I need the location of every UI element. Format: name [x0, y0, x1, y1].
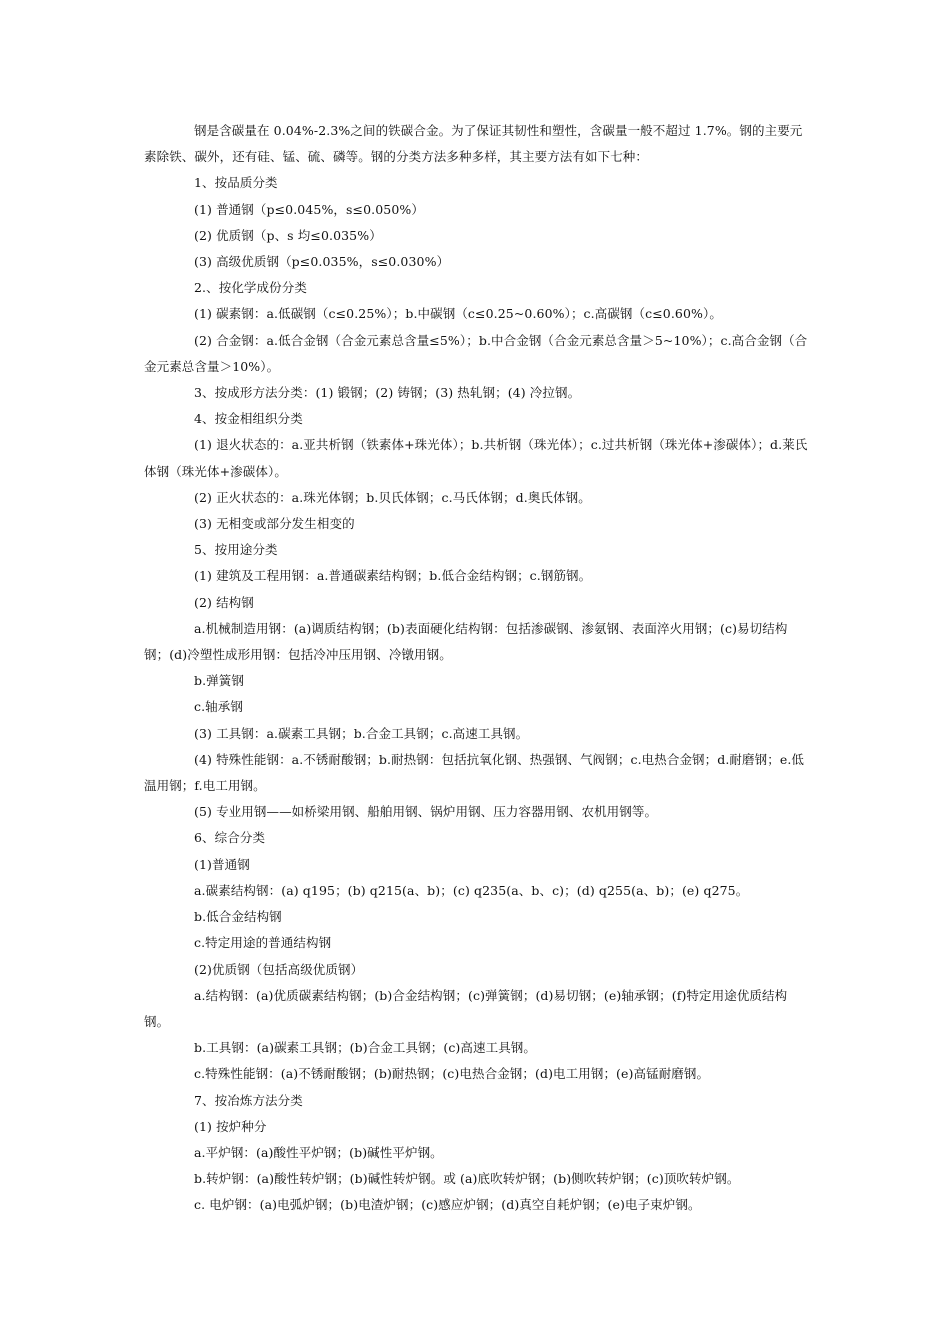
list-item: (2) 结构钢: [194, 594, 254, 610]
list-item: a.机械制造用钢：(a)调质结构钢；(b)表面硬化结构钢：包括渗碳钢、渗氨钢、表面淬火用钢；(c)易切结构钢；(d)冷塑性成形用钢：包括冷冲压用钢、冷镦用钢。: [144, 620, 788, 663]
list-item: (1) 退火状态的：a.亚共析钢（铁素体+珠光体）；b.共析钢（珠光体）；c.过共析钢（珠光体+渗碳体）；d.莱氏体钢（珠光体+渗碳体）。: [144, 437, 808, 479]
list-item: a.结构钢：(a)优质碳素结构钢；(b)合金结构钢；(c)弹簧钢；(d)易切钢；(e)轴承钢；(f)特定用途优质结构钢。: [144, 987, 788, 1029]
list-item: a.碳素结构钢：(a) q195；(b) q215(a、b)；(c) q235(a、b、c)；(d) q255(a、b)；(e) q275。: [194, 882, 749, 898]
list-item: (1) 建筑及工程用钢：a.普通碳素结构钢；b.低合金结构钢；c.钢筋钢。: [194, 568, 592, 584]
list-item: b.转炉钢：(a)酸性转炉钢；(b)碱性转炉钢。或 (a)底吹转炉钢；(b)侧吹转炉钢；(c)顶吹转炉钢。: [194, 1171, 740, 1187]
section-heading-usage: 5、按用途分类: [194, 542, 278, 558]
list-item: (2) 正火状态的：a.珠光体钢；b.贝氏体钢；c.马氏体钢；d.奥氏体钢。: [194, 489, 591, 505]
section-heading-forming: 3、按成形方法分类：(1) 锻钢；(2) 铸钢；(3) 热轧钢；(4) 冷拉钢。: [194, 385, 581, 401]
list-item: b.低合金结构钢: [194, 909, 282, 925]
list-item: (3) 高级优质钢（p≤0.035%，s≤0.030%）: [194, 254, 450, 270]
list-item: a.平炉钢：(a)酸性平炉钢；(b)碱性平炉钢。: [194, 1144, 443, 1160]
list-item: c.特定用途的普通结构钢: [194, 935, 332, 951]
section-heading-comprehensive: 6、综合分类: [194, 830, 266, 846]
intro-paragraph: 钢是含碳量在 0.04%-2.3%之间的铁碳合金。为了保证其韧性和塑性，含碳量一般不超过 1.7%。钢的主要元素除铁、碳外，还有硅、锰、硫、磷等。钢的分类方法多种多样，其主要方法有如下七种：: [144, 123, 803, 165]
section-heading-metallography: 4、按金相组织分类: [194, 411, 303, 427]
list-item: (2) 合金钢：a.低合金钢（合金元素总含量≤5%）；b.中合金钢（合金元素总含量＞5~10%）；c.高合金钢（合金元素总含量＞10%）。: [144, 332, 808, 374]
list-item: c.轴承钢: [194, 699, 243, 715]
section-heading-quality: 1、按品质分类: [194, 175, 278, 191]
section-heading-chemistry: 2.、按化学成份分类: [194, 280, 307, 296]
list-item: b.弹簧钢: [194, 673, 244, 689]
list-item: (5) 专业用钢——如桥梁用钢、船舶用钢、锅炉用钢、压力容器用钢、农机用钢等。: [194, 804, 658, 820]
list-item: b.工具钢：(a)碳素工具钢；(b)合金工具钢；(c)高速工具钢。: [194, 1040, 536, 1056]
list-item: (1) 碳素钢：a.低碳钢（c≤0.25%）；b.中碳钢（c≤0.25~0.60%）；c.高碳钢（c≤0.60%）。: [194, 306, 722, 322]
document-body: [144, 118, 808, 1219]
list-item: (1) 按炉种分: [194, 1118, 267, 1134]
list-item: (4) 特殊性能钢：a.不锈耐酸钢；b.耐热钢：包括抗氧化钢、热强钢、气阀钢；c.电热合金钢；d.耐磨钢；e.低温用钢；f.电工用钢。: [144, 751, 805, 794]
list-item: (1)普通钢: [194, 856, 250, 872]
list-item: (1) 普通钢（p≤0.045%，s≤0.050%）: [194, 201, 424, 217]
list-item: (3) 工具钢：a.碳素工具钢；b.合金工具钢；c.高速工具钢。: [194, 725, 529, 741]
list-item: (2) 优质钢（p、s 均≤0.035%）: [194, 227, 382, 243]
list-item: (3) 无相变或部分发生相变的: [194, 516, 355, 532]
section-heading-smelting: 7、按冶炼方法分类: [194, 1092, 303, 1108]
list-item: (2)优质钢（包括高级优质钢）: [194, 961, 364, 977]
list-item: c. 电炉钢：(a)电弧炉钢；(b)电渣炉钢；(c)感应炉钢；(d)真空自耗炉钢；(e)电子束炉钢。: [194, 1197, 701, 1213]
list-item: c.特殊性能钢：(a)不锈耐酸钢；(b)耐热钢；(c)电热合金钢；(d)电工用钢；(e)高锰耐磨钢。: [194, 1066, 710, 1082]
